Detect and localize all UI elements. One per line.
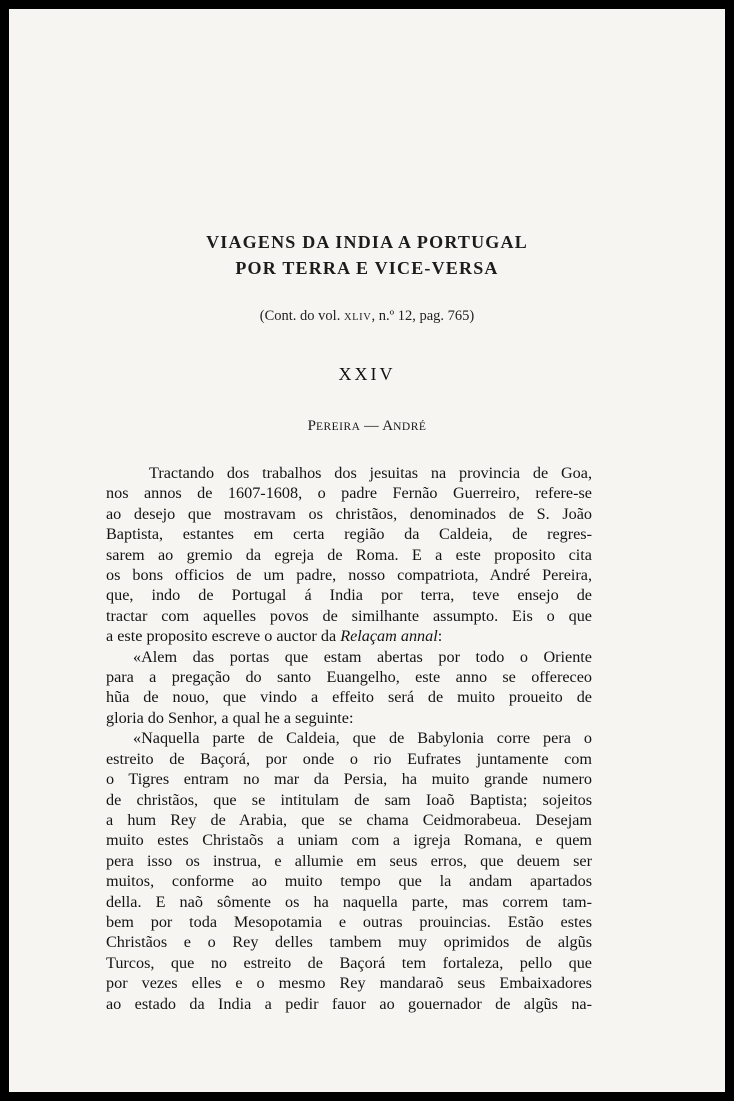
text-line: tractar com aquelles povos de similhante assumpto. Eis o que — [106, 606, 592, 625]
text-line: muitos, conforme ao muito tempo que la andam apartados — [106, 872, 592, 891]
author-heading — [9, 418, 725, 435]
text-line: estreito de Baçorá, por onde o rio Eufrates juntamente com — [106, 749, 592, 768]
paragraph-quote-caldeia — [106, 728, 592, 1014]
text-line: os bons officios de um padre, nosso compatriota, André Pereira, — [106, 566, 592, 585]
text-line: a hum Rey de Arabia, que se chama Ceidmorabeua. Desejam — [106, 810, 592, 829]
text-line — [106, 626, 592, 646]
text-line: pera isso os instrua, e allumie em seus erros, que deuem ser — [106, 851, 592, 870]
text-line: Christãos e o Rey delles tambem muy oprimidos de algũs — [106, 933, 592, 952]
text-line: para a pregação do santo Euangelho, este anno se offereceo — [106, 668, 592, 687]
article-title-line-1: VIAGENS DA INDIA A PORTUGAL — [206, 232, 528, 252]
text-line: della. E naõ sômente os ha naquella parte, mas correm tam- — [106, 892, 592, 911]
text-line-part: a este proposito escreve o auctor da — [106, 627, 341, 646]
text-line: sarem ao gremio da egreja de Roma. E a este proposito cita — [106, 545, 592, 564]
text-line: de christãos, que se intitulam de sam Ioaõ Baptista; sojeitos — [106, 790, 592, 809]
article-body — [106, 463, 592, 1014]
publication-title: Relaçam annal — [340, 627, 438, 646]
book-page — [9, 9, 725, 1092]
text-line-part: : — [437, 627, 443, 646]
chapter-number: XXIV — [338, 364, 396, 384]
text-line: muito estes Christaõs a uniam com a igreja Romana, e quem — [106, 831, 592, 850]
paragraph-quote-opening — [106, 647, 592, 729]
continuation-suffix: , n.º 12, pag. 765) — [371, 308, 475, 324]
text-line: que, indo de Portugal á India por terra, teve ensejo de — [106, 586, 592, 605]
text-line: «Naquella parte de Caldeia, que de Babylonia corre pera o — [133, 729, 592, 748]
text-line: por vezes elles e o mesmo Rey mandaraõ seus Embaixadores — [106, 974, 592, 993]
text-line: hũa de nouo, que vindo a effeito será de muito proueito de — [106, 688, 592, 707]
text-line: o Tigres entram no mar da Persia, ha muito grande numero — [106, 770, 592, 789]
text-line: ao estado da India a pedir fauor ao gouernador de algũs na- — [106, 994, 592, 1013]
text-line: bem por toda Mesopotamia e outras prouincias. Estão estes — [106, 912, 592, 931]
continuation-prefix: (Cont. do vol. — [259, 308, 344, 324]
text-line: Tractando dos trabalhos dos jesuitas na provincia de Goa, — [149, 464, 592, 482]
text-line: «Alem das portas que estam abertas por todo o Oriente — [133, 647, 592, 666]
continuation-volume: XLIV — [343, 312, 372, 323]
text-line: ao desejo que mostravam os christãos, denominados de S. João — [106, 504, 592, 523]
paragraph-intro — [106, 463, 592, 647]
text-line: nos annos de 1607-1608, o padre Fernão Guerreiro, refere-se — [106, 484, 592, 503]
author-name: PEREIRA — ANDRÉ — [307, 418, 427, 434]
text-line: gloria do Senhor, a qual he a seguinte: — [106, 708, 354, 727]
article-title-line-2: POR TERRA E VICE-VERSA — [235, 258, 499, 278]
continuation-note — [9, 308, 725, 325]
text-line: Turcos, que no estreito de Baçorá tem fortaleza, pello que — [106, 953, 592, 972]
text-line: Baptista, estantes em certa região da Caldeia, de regres- — [106, 525, 592, 544]
